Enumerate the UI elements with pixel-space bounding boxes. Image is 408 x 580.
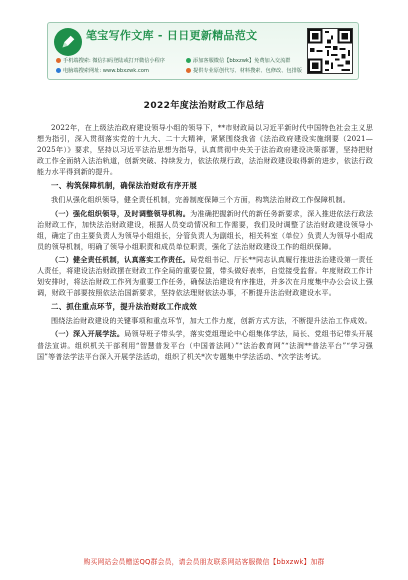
banner-service — [186, 67, 302, 74]
banner-mobile-text: 手机端搜索: 微信扫码登陆或打开微信小程序 — [63, 58, 165, 64]
document-title: 2022年度法治财政工作总结 — [143, 101, 265, 111]
paragraph-intro: 2022年，在上级法治政府建设领导小组的领导下，**市财政局以习近平新时代中国特色社会主义思想为指引，深入贯彻落实党的十九大、二十大精神，紧紧围绕我省《法治政府建设实施纲要（2021—2025年）》要求，坚持以习近平法治思想为指导，认真贯彻中央关于法治政府建设决策部署，坚持把财政工作全面纳入法治轨道，创新突破、持续发力，依法依规行政，法治财政建设取得新的进步，依法行政能力水平得到新的提升。 — [37, 123, 373, 177]
banner-service-text: 提供专业原创代写、材料搜索、包修改、包排版 — [193, 68, 302, 74]
banner-wechat-contact[interactable] — [186, 57, 290, 64]
pen-logo-icon — [54, 28, 82, 56]
qr-code-icon[interactable] — [307, 28, 353, 74]
paragraph-study — [37, 328, 373, 361]
header-banner — [47, 22, 359, 80]
section-heading-2: 二、抓住重点环节，提升法治财政工作成效 — [51, 302, 198, 312]
document-body — [37, 122, 373, 362]
computer-icon — [56, 68, 61, 73]
banner-wechat-text: 添加客服微信【bbxzwk】免费加入交流群 — [193, 58, 291, 64]
subheading-responsibility: （二）健全责任机制，认真落实工作责任。 — [51, 254, 190, 264]
banner-mobile-search — [56, 57, 165, 64]
phone-icon — [56, 58, 61, 63]
banner-title: 笔宝写作文库 - 日日更新精品范文 — [86, 29, 258, 42]
paragraph-responsibility-text: 局党组书记、厅长**同志认真履行推进法治建设第一责任人责任，将建设法治财政摆在财政工作全局的重要位置，带头做好表率，自觉接受监督。年度财政工作计划安排时，将法治财政工作列为重要工作任务，确保法治建设有序推进，并多次在月度集中办公会议上强调，财政干部要按照依法治国新要求，坚持依法理财依法办事，不断提升法治财政建设水平。 — [37, 254, 373, 298]
banner-pc-search[interactable] — [56, 67, 149, 74]
paragraph-organization — [37, 208, 373, 252]
footer-notice: 购买网站会员赠送QQ群会员，请会员朋友联系网站客服微信【bbxzwk】加群 — [83, 558, 325, 566]
banner-url-text: 电脑端搜索网址: www.bbxzwk.com — [63, 68, 149, 74]
wechat-icon — [186, 58, 191, 63]
paragraph-organization-text: 为准确把握新时代的新任务新要求，深入推进依法行政法治财政工作，加快法治财政建设，根据人员变动情况和工作需要，我们及时调整了法治财政建设领导小组，确定了由主要负责人为领导小组组长，分管负责人为副组长，相关科室（单位）负责人为领导小组成员的领导机制，明确了领导小组职责和成员单位职责，强化了法治财政建设工作的组织保障。 — [37, 208, 373, 251]
service-icon — [186, 68, 191, 73]
subheading-organization: （一）强化组织领导，及时调整领导机构。 — [51, 208, 191, 218]
paragraph-responsibility — [37, 254, 373, 298]
section-heading-1: 一、构筑保障机制，确保法治财政有序开展 — [51, 181, 198, 191]
paragraph-section-1-intro: 我们从强化组织领导，健全责任机制，完善制度保障三个方面，构筑法治财政工作保障机制。 — [51, 195, 351, 205]
paragraph-section-2-intro: 围绕法治财政建设的关键事项和重点环节，加大工作力度，创新方式方法，不断提升法治工作成效。 — [51, 316, 372, 326]
paragraph-study-text: 局领导班子带头学，落实党组理论中心组集体学法，局长、党组书记带头开展普法宣讲。组织机关干部利用“智慧普发平台（中国普法网）”“法治教育网”“法润**普法平台”“学习强国”等普法学法平台深入开展学法活动，组织了机关*次专题集中学法活动、*次学法考试。 — [37, 329, 373, 361]
subheading-study: （一）深入开展学法。 — [51, 329, 125, 339]
